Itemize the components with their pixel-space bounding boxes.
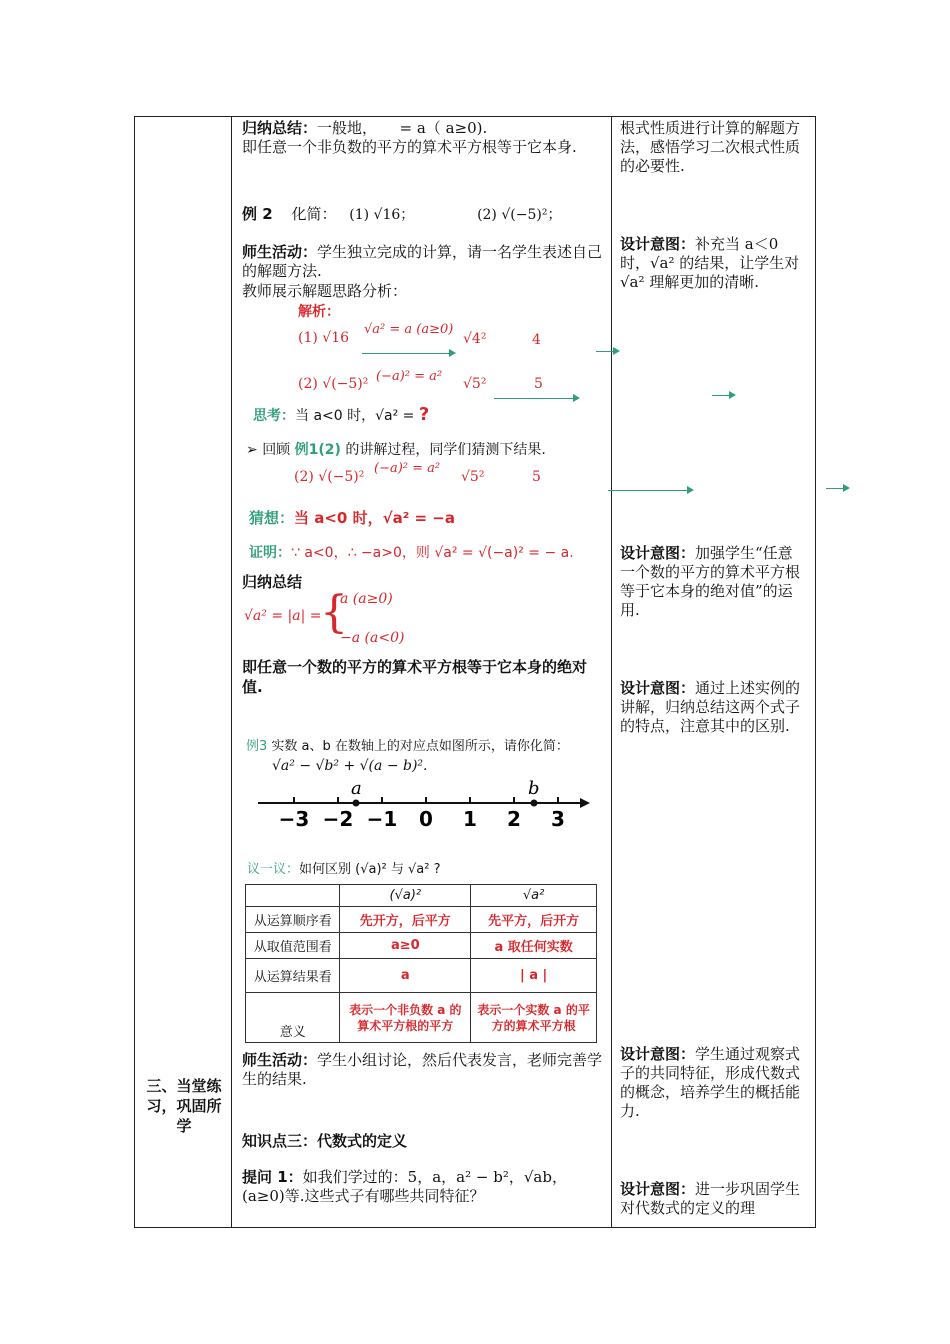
ex2-part2: (2) √(−5)²； [477, 207, 562, 223]
section-label: 三、当堂练习，巩固所学 [146, 1077, 222, 1135]
tick-label: 3 [551, 807, 565, 831]
design3-label: 设计意图： [620, 679, 696, 697]
table-col2: √a² [471, 885, 597, 907]
design3-text: 通过上述实例的讲解，归纳总结这两个式子的特点，注意其中的区别. [620, 679, 801, 735]
row-head: 从取值范围看 [246, 933, 340, 959]
sol2-res: 5 [534, 376, 543, 392]
tick-label: 0 [419, 807, 433, 831]
row-cell: 先开方，后平方 [340, 907, 471, 933]
ex3-expr: √a² − √b² + √(a − b)². [272, 758, 428, 774]
activity1-text: 学生独立完成的计算，请一名学生表述自己的解题方法. [242, 243, 603, 280]
abs-lhs: √a² = |a| = [244, 608, 322, 624]
row-cell: a≥0 [340, 933, 471, 959]
sol1-mid: √4² [463, 331, 487, 347]
tick-label: −3 [278, 807, 310, 831]
teacher-line: 教师展示解题思路分析： [242, 282, 408, 300]
row-cell: a [340, 959, 471, 993]
row-cell: | a | [471, 959, 597, 993]
review-prefix: 回顾 [262, 442, 295, 458]
row-cell: 先平方，后开方 [471, 907, 597, 933]
solution-label: 解析： [298, 304, 340, 320]
right-top-text: 根式性质进行计算的解题方法，感悟学习二次根式性质的必要性. [620, 119, 801, 175]
think [253, 404, 429, 425]
design2 [620, 544, 806, 620]
table-col1: (√a)² [340, 885, 471, 907]
ex2-label: 例 2 [242, 205, 273, 223]
sol1-arrow2 [596, 351, 618, 352]
abs-case2: −a (a<0) [340, 630, 405, 646]
table-row [246, 907, 597, 933]
discuss-text: 如何区别 (√a)² 与 √a² ? [299, 862, 441, 877]
review-suffix: 的讲解过程，同学们猜测下结果. [340, 442, 546, 458]
design1-text: 补充当 a＜0 时，√a² 的结果，让学生对√a² 理解更加的清晰. [620, 235, 800, 291]
ex3-label: 例3 [246, 739, 268, 754]
sol1-left: (1) √16 [298, 330, 350, 346]
design4 [620, 1045, 806, 1121]
row-cell: 表示一个非负数 a 的算术平方根的平方 [340, 993, 471, 1043]
sol1-res: 4 [532, 332, 541, 348]
guess-label: 猜想： [249, 509, 295, 527]
design4-text: 学生通过观察式子的共同特征，形成代数式的概念，培养学生的概括能力. [620, 1045, 801, 1120]
point-a-dot [353, 800, 360, 807]
activity1 [242, 243, 604, 281]
think-question: ? [418, 404, 430, 425]
summary1-label: 归纳总结： [242, 119, 318, 137]
proof-label: 证明： [249, 545, 291, 561]
sol1-rule: √a² = a (a≥0) [364, 322, 454, 337]
sol3-mid: √5² [461, 469, 485, 485]
comparison-table [245, 884, 597, 1043]
sol2-left: (2) √(−5)² [298, 376, 369, 392]
summary1 [242, 119, 604, 138]
design5-text: 进一步巩固学生对代数式的定义的理 [620, 1180, 801, 1217]
row-head: 从运算结果看 [246, 959, 340, 993]
abs-conclusion: 即任意一个数的平方的算术平方根等于它本身的绝对值. [242, 658, 588, 696]
review-example: 例1(2) [294, 442, 341, 458]
activity1-label: 师生活动： [242, 243, 318, 261]
proof [249, 542, 574, 562]
tick-label: −1 [366, 807, 398, 831]
design5 [620, 1180, 806, 1218]
design2-label: 设计意图： [620, 544, 696, 562]
point-b-label: b [528, 778, 540, 799]
tick-label: 1 [463, 807, 477, 831]
sol2-rule: (−a)² = a² [376, 369, 443, 384]
brace-icon: { [320, 587, 348, 638]
tick-label: 2 [507, 807, 521, 831]
think-label: 思考： [253, 408, 295, 424]
summary1-text: 一般地， = a（ a≥0). [317, 119, 488, 137]
sol2-mid: √5² [463, 376, 487, 392]
table-row [246, 959, 597, 993]
summary2-label: 归纳总结 [242, 573, 303, 591]
activity2-text: 学生小组讨论，然后代表发言，老师完善学生的结果. [242, 1051, 603, 1088]
discuss-label: 议一议： [247, 862, 300, 877]
question1-text: 如我们学过的：5，a，a² − b²，√ab，(a≥0)等.这些式子有哪些共同特征？ [242, 1168, 567, 1205]
example2 [242, 205, 604, 225]
abs-case1: a (a≥0) [340, 591, 393, 607]
summary1-line2: 即任意一个非负数的平方的算术平方根等于它本身. [242, 138, 577, 156]
ex3-text: 实数 a、b 在数轴上的对应点如图所示，请你化简： [271, 739, 569, 754]
sol3-rule: (−a)² = a² [374, 461, 441, 476]
design1-label: 设计意图： [620, 235, 696, 253]
col-divider-1 [231, 116, 232, 1227]
sol3-arrow2 [826, 488, 848, 489]
example3 [246, 735, 569, 754]
sol3-res: 5 [532, 469, 541, 485]
sol2-arrow2 [712, 395, 734, 396]
guess [249, 507, 455, 528]
think-text: 当 a<0 时，√a² = [295, 408, 419, 424]
sol3-left: (2) √(−5)² [294, 469, 365, 485]
design3 [620, 679, 806, 736]
discuss [247, 858, 441, 877]
row-head: 意义 [246, 993, 340, 1043]
ex2-text: 化简： [291, 205, 337, 223]
ex2-part1: (1) √16； [349, 207, 415, 223]
number-line [250, 778, 600, 838]
guess-text: 当 a<0 时，√a² = −a [294, 509, 455, 527]
question1 [242, 1168, 604, 1206]
bullet-arrow-icon: ➢ [246, 442, 258, 458]
review [246, 439, 546, 459]
activity2 [242, 1051, 604, 1089]
activity2-label: 师生活动： [242, 1051, 318, 1069]
col-divider-2 [611, 116, 612, 1227]
table-corner [246, 885, 340, 907]
row-cell: a 取任何实数 [471, 933, 597, 959]
tick-label: −2 [322, 807, 354, 831]
row-cell: 表示一个实数 a 的平方的算术平方根 [471, 993, 597, 1043]
row-head: 从运算顺序看 [246, 907, 340, 933]
design5-label: 设计意图： [620, 1180, 696, 1198]
proof-text: ∵ a<0，∴ −a>0，则 √a² = √(−a)² = − a. [291, 545, 574, 561]
design1 [620, 235, 806, 292]
design2-text: 加强学生“任意一个数的平方的算术平方根等于它本身的绝对值”的运用. [620, 544, 801, 619]
table-row [246, 933, 597, 959]
question1-label: 提问 1： [242, 1168, 303, 1186]
table-header-row [246, 885, 597, 907]
point-a-label: a [351, 778, 362, 799]
sol1-arrow [362, 353, 454, 354]
sol2-arrow [494, 398, 578, 399]
knowledge3: 知识点三：代数式的定义 [242, 1132, 408, 1150]
point-b-dot [531, 800, 538, 807]
table-row [246, 993, 597, 1043]
design4-label: 设计意图： [620, 1045, 696, 1063]
sol3-arrow [608, 490, 692, 491]
